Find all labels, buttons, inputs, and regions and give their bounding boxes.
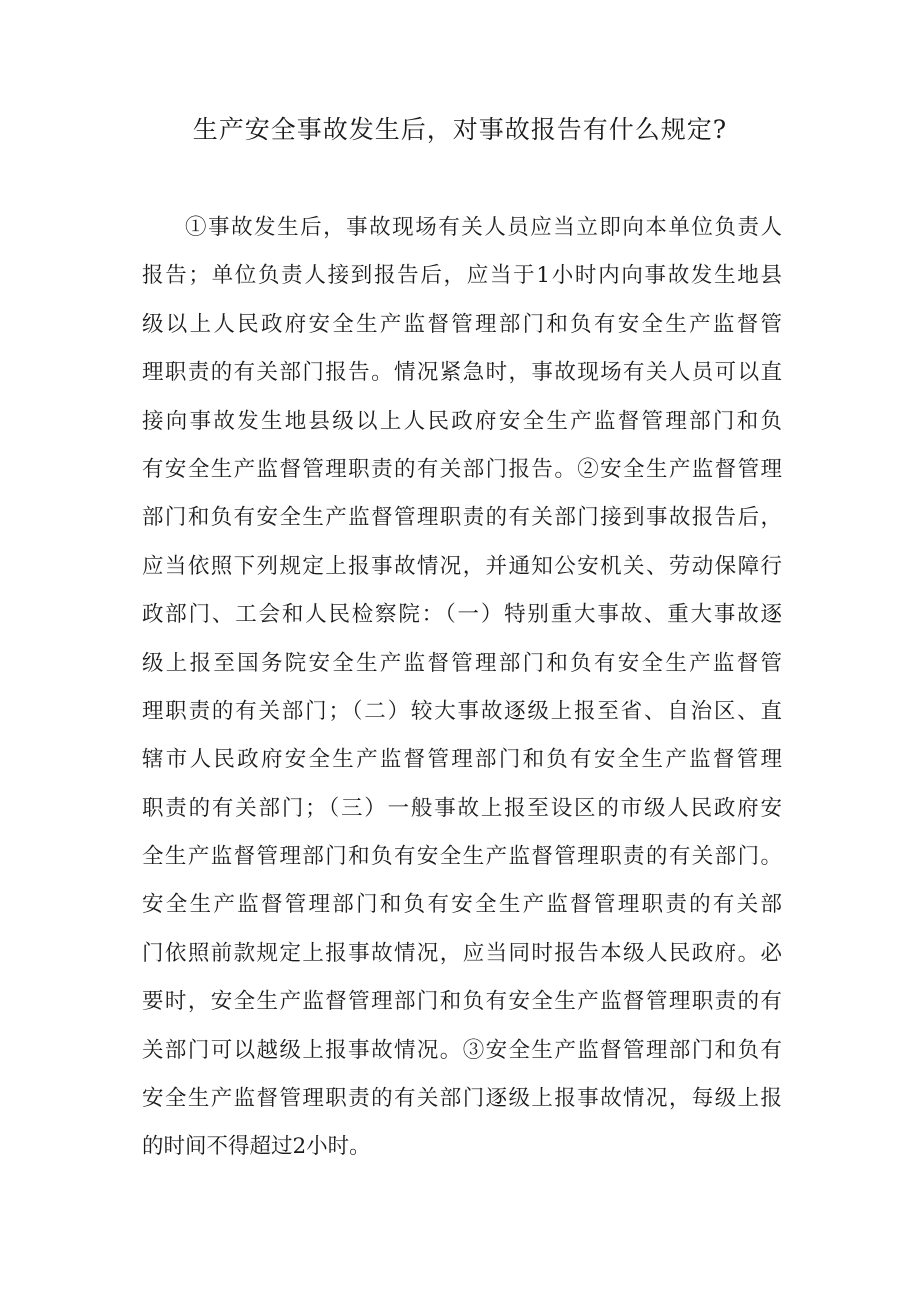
body-line: 部门和负有安全生产监督管理职责的有关部门接到事故报告后，	[142, 505, 782, 531]
body-line: 政部门、工会和人民检察院：（一）特别重大事故、重大事故逐	[142, 602, 782, 628]
body-line: 有安全生产监督管理职责的有关部门报告。②安全生产监督管理	[142, 456, 782, 482]
body-line: 要时，安全生产监督管理部门和负有安全生产监督管理职责的有	[142, 989, 782, 1015]
body-line: 理职责的有关部门；（二）较大事故逐级上报至省、自治区、直	[142, 698, 782, 724]
body-line: 报告；单位负责人接到报告后，应当于1小时内向事故发生地县	[142, 263, 782, 289]
body-line: 安全生产监督管理职责的有关部门逐级上报事故情况，每级上报	[142, 1086, 782, 1112]
body-line: 门依照前款规定上报事故情况，应当同时报告本级人民政府。必	[142, 940, 782, 966]
body-line: 应当依照下列规定上报事故情况，并通知公安机关、劳动保障行	[142, 553, 782, 579]
body-line: 全生产监督管理部门和负有安全生产监督管理职责的有关部门。	[142, 844, 782, 870]
body-line: 级以上人民政府安全生产监督管理部门和负有安全生产监督管	[142, 311, 782, 337]
body-line: 职责的有关部门；（三）一般事故上报至设区的市级人民政府安	[142, 795, 782, 821]
document-title: 生产安全事故发生后，对事故报告有什么规定?	[192, 115, 728, 144]
body-line: 级上报至国务院安全生产监督管理部门和负有安全生产监督管	[142, 650, 782, 676]
body-line: 理职责的有关部门报告。情况紧急时，事故现场有关人员可以直	[142, 360, 782, 386]
body-line: 辖市人民政府安全生产监督管理部门和负有安全生产监督管理	[142, 747, 782, 773]
body-line: 接向事故发生地县级以上人民政府安全生产监督管理部门和负	[142, 408, 782, 434]
document-body	[142, 204, 782, 1172]
body-line: 的时间不得超过2小时。	[142, 1134, 371, 1160]
body-line: 关部门可以越级上报事故情况。③安全生产监督管理部门和负有	[142, 1037, 782, 1063]
body-line: ①事故发生后，事故现场有关人员应当立即向本单位负责人	[185, 215, 782, 240]
body-line: 安全生产监督管理部门和负有安全生产监督管理职责的有关部	[142, 892, 782, 918]
